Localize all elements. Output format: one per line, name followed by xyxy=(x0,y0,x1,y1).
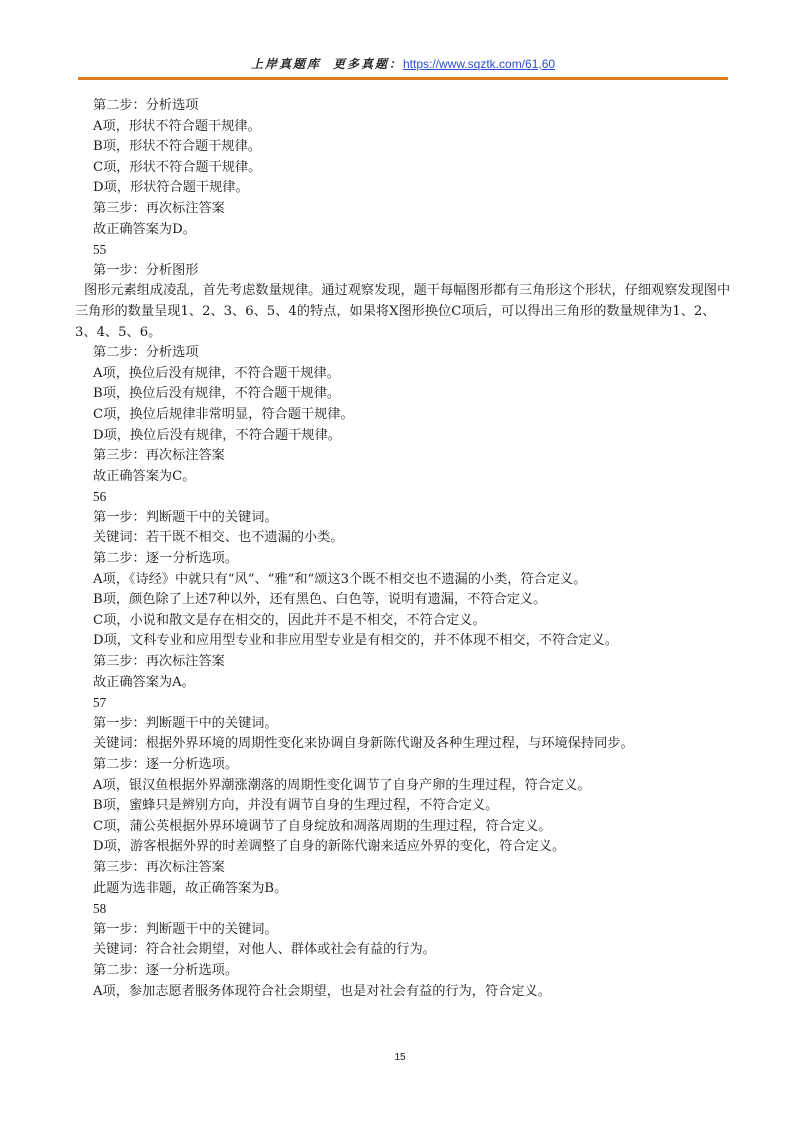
text-line: A项，参加志愿者服务体现符合社会期望，也是对社会有益的行为，符合定义。 xyxy=(93,983,551,999)
text-line: A项，《诗经》中就只有“风”、“雅”和“颂这3个既不相交也不遗漏的小类，符合定义。 xyxy=(93,571,587,587)
text-line: 故正确答案为A。 xyxy=(93,674,195,690)
text-line: D项，文科专业和应用型专业和非应用型专业是有相交的，并不体现不相交，不符合定义。 xyxy=(93,633,618,649)
text-line: 第二步：逐一分析选项。 xyxy=(93,551,239,567)
text-line: 故正确答案为D。 xyxy=(93,221,196,237)
page-number: 15 xyxy=(394,1052,406,1063)
text-line: A项，换位后没有规律，不符合题干规律。 xyxy=(93,365,340,381)
text-line: B项，换位后没有规律，不符合题干规律。 xyxy=(93,386,341,402)
question-number: 56 xyxy=(93,489,107,505)
question-number: 58 xyxy=(93,901,107,917)
text-line: A项，银汉鱼根据外界潮涨潮落的周期性变化调节了自身产卵的生理过程，符合定义。 xyxy=(93,777,591,793)
header-url-link[interactable]: https://www.sqztk.com/61,60 xyxy=(402,57,556,71)
text-line: D项，形状符合题干规律。 xyxy=(93,180,249,196)
text-line: 第二步：逐一分析选项。 xyxy=(93,757,239,772)
page-header xyxy=(78,56,728,72)
text-line: B项，蜜蜂只是辨别方向，并没有调节自身的生理过程，不符合定义。 xyxy=(93,798,499,814)
text-line: D项，换位后没有规律，不符合题干规律。 xyxy=(93,427,341,443)
text-line: 第二步：分析选项 xyxy=(93,345,199,361)
question-number: 57 xyxy=(93,695,107,711)
header-brand: 上岸真题库 xyxy=(250,57,321,71)
text-line: 第二步：分析选项 xyxy=(93,98,199,113)
question-number: 55 xyxy=(93,242,107,258)
text-line: C项，形状不符合题干规律。 xyxy=(93,159,262,175)
text-line: 第三步：再次标注答案 xyxy=(93,859,225,875)
header-more-label: 更多真题： xyxy=(332,57,403,71)
text-line: 第一步：分析图形 xyxy=(93,262,199,278)
text-line: 关键词：若干既不相交、也不遗漏的小类。 xyxy=(93,530,344,546)
header-divider xyxy=(78,77,728,80)
text-line: C项，换位后规律非常明显，符合题干规律。 xyxy=(93,406,354,422)
text-line: 此题为选非题，故正确答案为B。 xyxy=(93,880,288,896)
text-line: 第三步：再次标注答案 xyxy=(93,654,225,670)
text-line: 第一步：判断题干中的关键词。 xyxy=(93,921,278,937)
text-line: 关键词：符合社会期望，对他人、群体或社会有益的行为。 xyxy=(93,942,436,958)
text-line: A项，形状不符合题干规律。 xyxy=(93,118,261,134)
document-body xyxy=(75,96,736,1002)
text-line: D项，游客根据外界的时差调整了自身的新陈代谢来适应外界的变化，符合定义。 xyxy=(93,839,566,855)
text-line: 第二步：逐一分析选项。 xyxy=(93,962,239,978)
text-line: B项，形状不符合题干规律。 xyxy=(93,139,261,155)
text-line: B项，颜色除了上述7种以外，还有黑色、白色等，说明有遗漏，不符合定义。 xyxy=(93,592,547,608)
text-line: C项，蒲公英根据外界环境调节了自身绽放和凋落周期的生理过程，符合定义。 xyxy=(93,818,552,834)
text-line: 第一步：判断题干中的关键词。 xyxy=(93,715,278,731)
paragraph: 图形元素组成凌乱，首先考虑数量规律。通过观察发现，题干每幅图形都有三角形这个形状，仔细观察发现图中三角形的数量呈现1、2、3、6、5、4的特点，如果将X图形换位C项后，可以得出三角形的数量规律为1、2、3、4、5、6。 xyxy=(75,283,731,340)
text-line: C项，小说和散文是存在相交的，因此并不是不相交，不符合定义。 xyxy=(93,612,486,628)
text-line: 第一步：判断题干中的关键词。 xyxy=(93,509,278,525)
text-line: 第三步：再次标注答案 xyxy=(93,200,225,216)
text-line: 故正确答案为C。 xyxy=(93,468,196,484)
text-line: 关键词：根据外界环境的周期性变化来协调自身新陈代谢及各种生理过程，与环境保持同步。 xyxy=(93,736,634,752)
text-line: 第三步：再次标注答案 xyxy=(93,448,225,464)
